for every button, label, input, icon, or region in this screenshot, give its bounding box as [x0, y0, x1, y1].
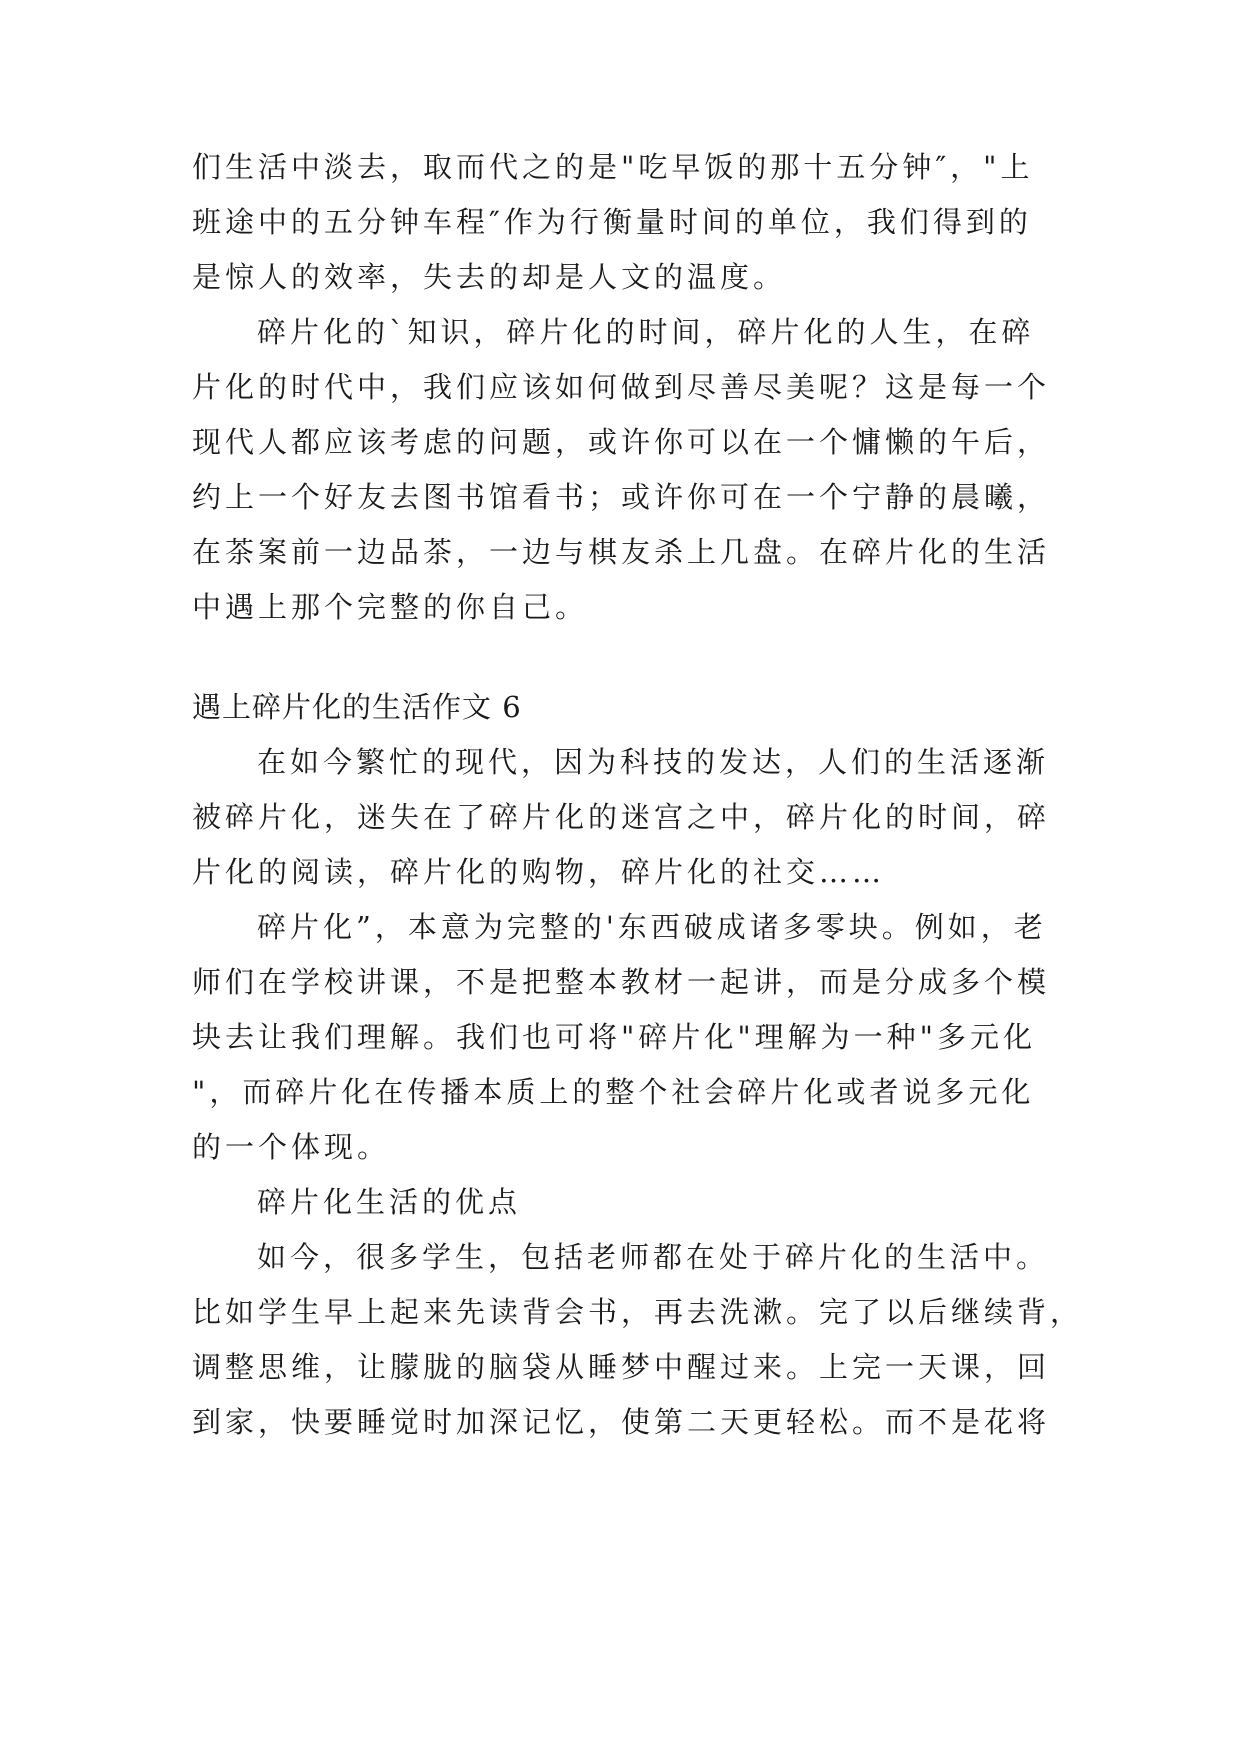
- text-line: 们生活中淡去，取而代之的是"吃早饭的那十五分钟″，"上: [192, 150, 1034, 184]
- text-line: 碎片化的`知识，碎片化的时间，碎片化的人生，在碎: [257, 315, 1035, 349]
- text-line: 比如学生早上起来先读背会书，再去洗漱。完了以后继续背，: [192, 1295, 1084, 1329]
- section-heading: 遇上碎片化的生活作文 6: [192, 690, 522, 724]
- text-line: 碎片化”，本意为完整的'东西破成诸多零块。例如，老: [257, 910, 1047, 944]
- text-line: 被碎片化，迷失在了碎片化的迷宫之中，碎片化的时间，碎: [192, 800, 1051, 834]
- text-line: 师们在学校讲课，不是把整本教材一起讲，而是分成多个模: [192, 965, 1051, 999]
- text-line: 在如今繁忙的现代，因为科技的发达，人们的生活逐渐: [257, 745, 1050, 779]
- text-line: 到家，快要睡觉时加深记忆，使第二天更轻松。而不是花将: [192, 1405, 1051, 1439]
- text-line: "，而碎片化在传播本质上的整个社会碎片化或者说多元化: [192, 1075, 1035, 1109]
- text-line: 调整思维，让朦胧的脑袋从睡梦中醒过来。上完一天课，回: [192, 1350, 1051, 1384]
- text-line: 如今，很多学生，包括老师都在处于碎片化的生活中。: [257, 1240, 1050, 1274]
- text-line: 在茶案前一边品茶，一边与棋友杀上几盘。在碎片化的生活: [192, 535, 1051, 569]
- text-line: 片化的时代中，我们应该如何做到尽善尽美呢？这是每一个: [192, 370, 1051, 404]
- text-line: 片化的阅读，碎片化的购物，碎片化的社交……: [192, 855, 886, 889]
- text-line: 块去让我们理解。我们也可将"碎片化"理解为一种"多元化: [192, 1020, 1037, 1054]
- text-line: 约上一个好友去图书馆看书；或许你可在一个宁静的晨曦，: [192, 480, 1051, 514]
- text-line: 的一个体现。: [192, 1130, 391, 1164]
- text-line: 是惊人的效率，失去的却是人文的温度。: [192, 260, 787, 294]
- text-line: 中遇上那个完整的你自己。: [192, 590, 589, 624]
- text-line: 班途中的五分钟车程″作为行衡量时间的单位，我们得到的: [192, 205, 1032, 239]
- text-line: 现代人都应该考虑的问题，或许你可以在一个慵懒的午后，: [192, 425, 1051, 459]
- subheading-line: 碎片化生活的优点: [257, 1185, 522, 1219]
